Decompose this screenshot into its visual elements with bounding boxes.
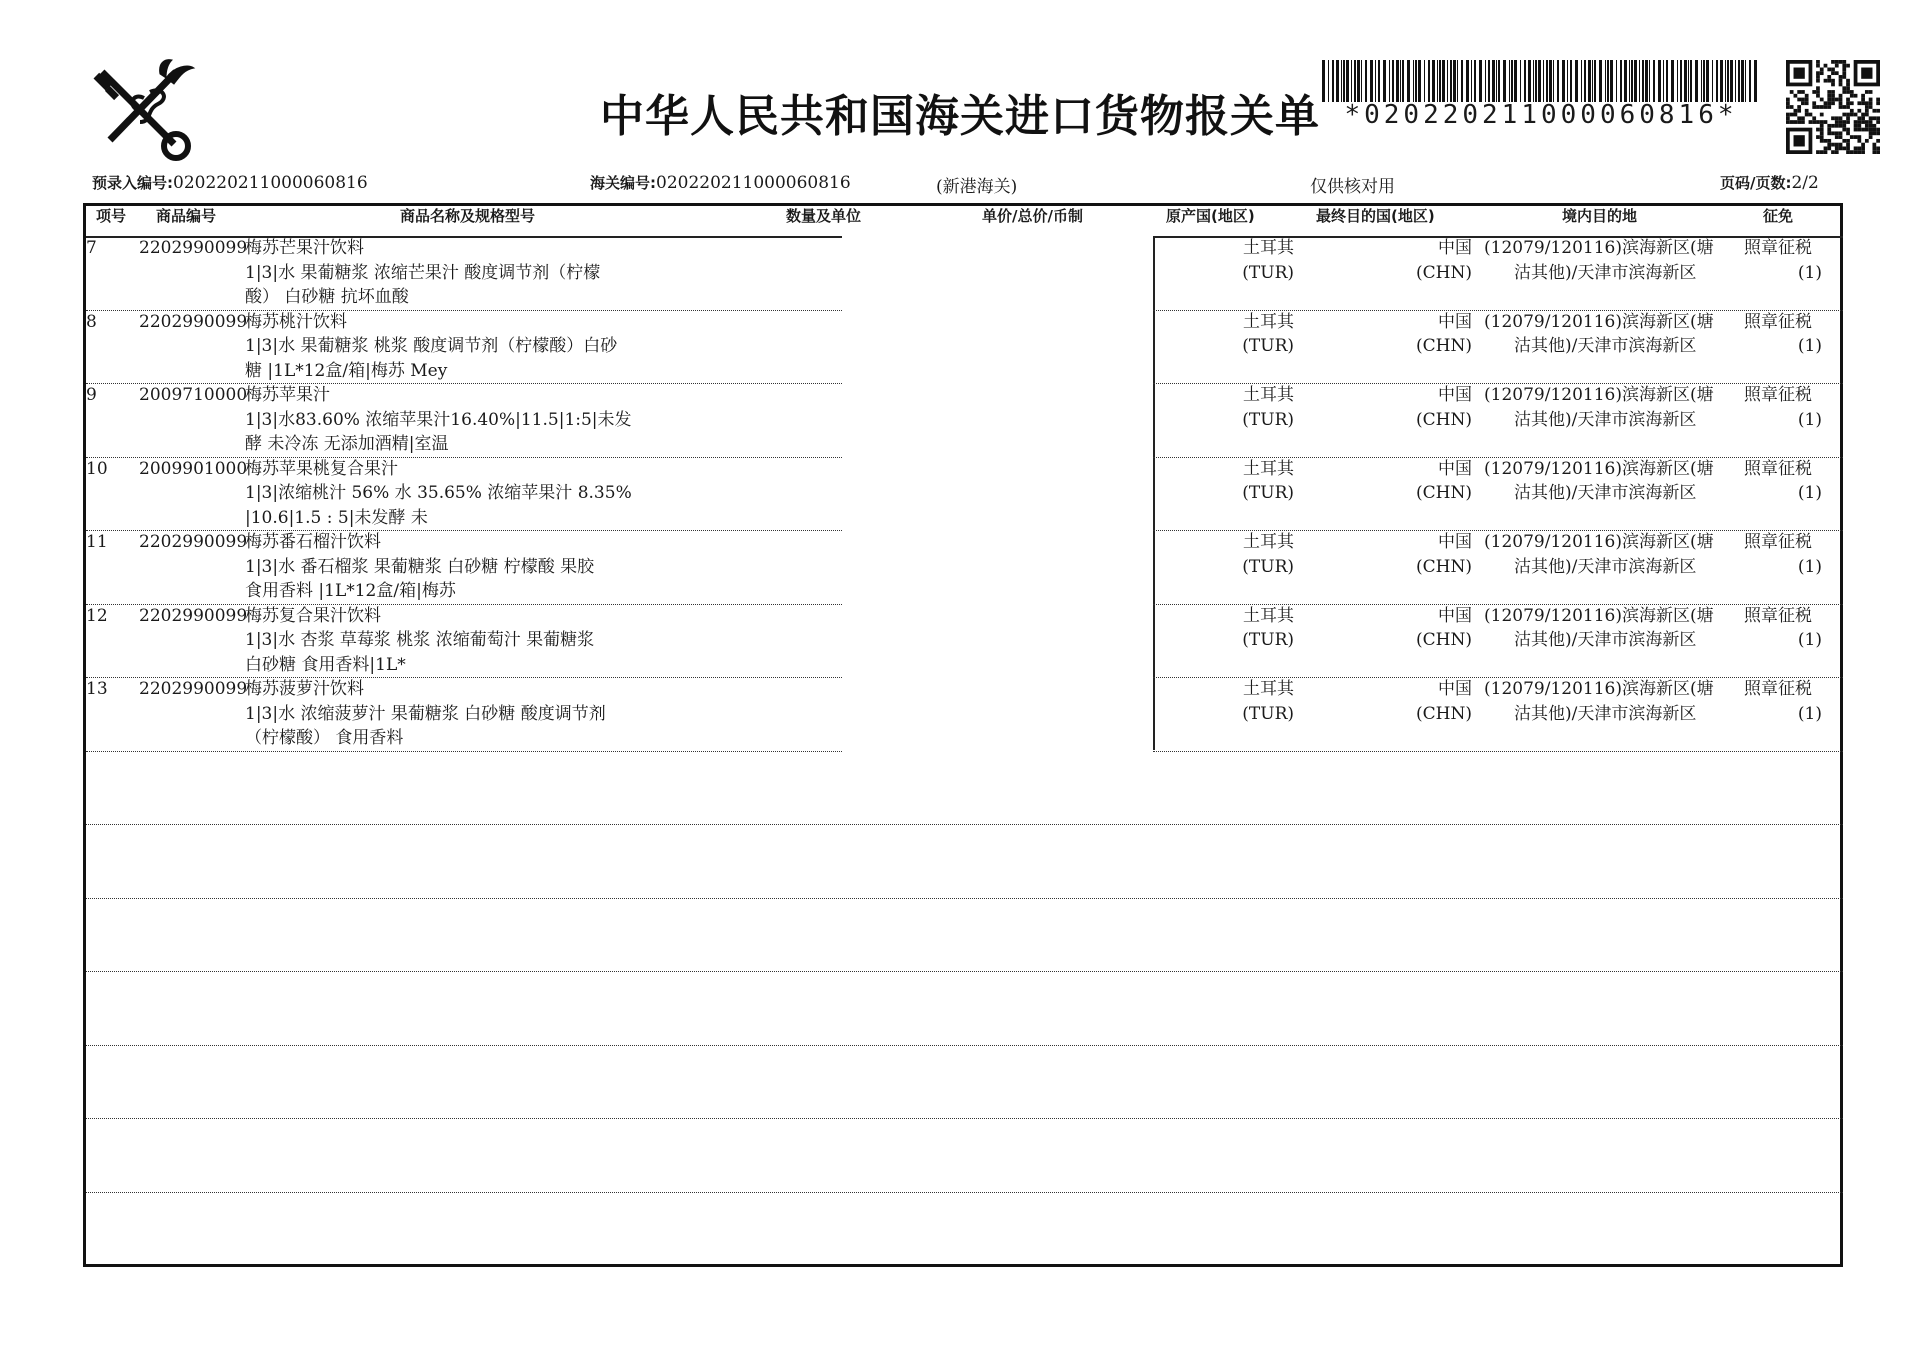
customs-office: (新港海关): [936, 177, 1018, 197]
row-code: 2009901000: [139, 458, 248, 479]
row-item-no: 7: [86, 238, 97, 258]
row-destination: 中国: [1438, 238, 1472, 258]
row-domestic-dest-2: 沽其他)/天津市滨海新区: [1514, 703, 1697, 724]
row-separator-empty: [86, 898, 1843, 899]
row-spec-line-2: |10.6|1.5 : 5|未发酵 未: [245, 507, 428, 528]
row-spec-line-1: 1|3|水 番石榴浆 果葡糖浆 白砂糖 柠檬酸 果胶: [245, 556, 595, 577]
row-separator-left: [86, 677, 842, 678]
row-levy-code: (1): [1797, 409, 1822, 430]
row-spec-line-2: 食用香料 |1L*12盒/箱|梅苏: [245, 581, 456, 601]
row-domestic-dest-1: (12079/120116)滨海新区(塘: [1484, 238, 1714, 258]
row-levy: 照章征税: [1744, 385, 1812, 405]
row-destination-code: (CHN): [1416, 409, 1472, 430]
row-code: 2202990099: [139, 605, 248, 626]
barcode-icon: [1318, 60, 1763, 102]
row-origin: 土耳其: [1243, 311, 1294, 332]
row-separator-empty: [86, 1045, 1843, 1046]
row-separator-left: [86, 457, 842, 458]
row-separator-right: [1153, 530, 1843, 531]
row-origin-code: (TUR): [1242, 630, 1294, 650]
row-item-no: 8: [86, 311, 97, 332]
row-levy-code: (1): [1797, 703, 1822, 724]
row-separator-right: [1153, 310, 1843, 311]
row-separator-left: [86, 530, 842, 531]
row-destination: 中国: [1438, 605, 1472, 626]
row-domestic-dest-2: 沽其他)/天津市滨海新区: [1514, 336, 1697, 356]
header-item-no: 项号: [96, 207, 127, 225]
row-origin: 土耳其: [1243, 605, 1294, 626]
row-domestic-dest-1: (12079/120116)滨海新区(塘: [1484, 532, 1714, 552]
row-domestic-dest-1: (12079/120116)滨海新区(塘: [1484, 458, 1714, 479]
row-separator-left: [86, 310, 842, 311]
row-levy: 照章征税: [1744, 605, 1812, 626]
row-domestic-dest-2: 沽其他)/天津市滨海新区: [1514, 409, 1697, 430]
row-levy: 照章征税: [1744, 238, 1812, 258]
row-code: 2202990099: [139, 311, 248, 332]
header-domestic-destination: 境内目的地: [1562, 207, 1638, 225]
row-levy-code: (1): [1797, 630, 1822, 650]
origin-column-rule: [1153, 236, 1155, 750]
row-destination-code: (CHN): [1416, 703, 1472, 724]
row-destination-code: (CHN): [1416, 483, 1472, 503]
header-underline-left: [86, 236, 842, 238]
verification-note: 仅供核对用: [1310, 177, 1395, 197]
row-destination: 中国: [1438, 458, 1472, 479]
barcode-number: *020220211000060816*: [1344, 100, 1738, 130]
row-spec-line-1: 1|3|浓缩桃汁 56% 水 35.65% 浓缩苹果汁 8.35%: [245, 483, 632, 503]
row-domestic-dest-2: 沽其他)/天津市滨海新区: [1514, 483, 1697, 503]
row-name: 梅苏桃汁饮料: [245, 311, 347, 332]
header-code: 商品编号: [156, 207, 217, 225]
row-code: 2202990099: [139, 679, 248, 699]
row-domestic-dest-1: (12079/120116)滨海新区(塘: [1484, 679, 1714, 699]
header-qty-unit: 数量及单位: [786, 207, 862, 225]
header-levy: 征免: [1763, 207, 1794, 225]
pre-entry-label: 预录入编号:: [92, 174, 173, 192]
row-spec-line-2: 酵 未冷冻 无添加酒精|室温: [245, 434, 449, 454]
row-levy: 照章征税: [1744, 458, 1812, 479]
row-item-no: 9: [86, 385, 97, 405]
row-separator-empty: [86, 971, 1843, 972]
row-levy-code: (1): [1797, 262, 1822, 283]
row-name: 梅苏苹果汁: [245, 385, 330, 405]
header-underline-right: [1153, 236, 1843, 238]
page-value: 2/2: [1791, 173, 1819, 193]
row-name: 梅苏苹果桃复合果汁: [245, 458, 398, 479]
row-levy: 照章征税: [1744, 311, 1812, 332]
pre-entry-value: 020220211000060816: [173, 173, 368, 193]
row-domestic-dest-2: 沽其他)/天津市滨海新区: [1514, 556, 1697, 577]
row-origin: 土耳其: [1243, 532, 1294, 552]
row-name: 梅苏复合果汁饮料: [245, 605, 381, 626]
customs-value: 020220211000060816: [656, 173, 851, 193]
row-spec-line-2: 酸） 白砂糖 抗坏血酸: [245, 287, 409, 307]
row-spec-line-2: 糖 |1L*12盒/箱|梅苏 Mey: [245, 360, 448, 381]
page-number: [1720, 172, 1819, 193]
row-destination: 中国: [1438, 385, 1472, 405]
row-separator-empty: [86, 824, 1843, 825]
row-spec-line-2: （柠檬酸） 食用香料: [245, 728, 404, 748]
document-title: 中华人民共和国海关进口货物报关单: [600, 91, 1320, 142]
row-domestic-dest-1: (12079/120116)滨海新区(塘: [1484, 605, 1714, 626]
row-origin-code: (TUR): [1242, 336, 1294, 356]
row-origin: 土耳其: [1243, 238, 1294, 258]
row-item-no: 11: [86, 532, 108, 552]
header-origin: 原产国(地区): [1166, 207, 1255, 225]
row-name: 梅苏菠萝汁饮料: [245, 679, 364, 699]
row-levy-code: (1): [1797, 556, 1822, 577]
row-origin-code: (TUR): [1242, 409, 1294, 430]
row-origin: 土耳其: [1243, 458, 1294, 479]
row-code: 2202990099: [139, 238, 248, 258]
row-separator-left: [86, 604, 842, 605]
row-destination-code: (CHN): [1416, 336, 1472, 356]
row-code: 2202990099: [139, 532, 248, 552]
row-destination: 中国: [1438, 532, 1472, 552]
page-label: 页码/页数:: [1720, 174, 1792, 192]
row-spec-line-2: 白砂糖 食用香料|1L*: [245, 654, 406, 675]
row-domestic-dest-1: (12079/120116)滨海新区(塘: [1484, 385, 1714, 405]
row-destination: 中国: [1438, 679, 1472, 699]
row-item-no: 13: [86, 679, 108, 699]
row-name: 梅苏芒果汁饮料: [245, 238, 364, 258]
row-separator-right: [1153, 457, 1843, 458]
row-separator-right: [1153, 677, 1843, 678]
customs-label: 海关编号:: [590, 174, 656, 192]
row-item-no: 12: [86, 605, 108, 626]
row-origin-code: (TUR): [1242, 703, 1294, 724]
row-spec-line-1: 1|3|水 杏浆 草莓浆 桃浆 浓缩葡萄汁 果葡糖浆: [245, 630, 595, 650]
row-name: 梅苏番石榴汁饮料: [245, 532, 381, 552]
row-levy: 照章征税: [1744, 532, 1812, 552]
row-levy-code: (1): [1797, 336, 1822, 356]
row-separator-left: [86, 383, 842, 384]
row-destination-code: (CHN): [1416, 556, 1472, 577]
row-origin-code: (TUR): [1242, 556, 1294, 577]
row-domestic-dest-2: 沽其他)/天津市滨海新区: [1514, 262, 1697, 283]
row-separator-left: [86, 751, 842, 752]
row-domestic-dest-1: (12079/120116)滨海新区(塘: [1484, 311, 1714, 332]
row-separator-right: [1153, 604, 1843, 605]
row-item-no: 10: [86, 458, 108, 479]
header-name-spec: 商品名称及规格型号: [400, 207, 536, 225]
row-destination: 中国: [1438, 311, 1472, 332]
row-spec-line-1: 1|3|水 浓缩菠萝汁 果葡糖浆 白砂糖 酸度调节剂: [245, 703, 606, 724]
row-domestic-dest-2: 沽其他)/天津市滨海新区: [1514, 630, 1697, 650]
row-levy: 照章征税: [1744, 679, 1812, 699]
row-origin-code: (TUR): [1242, 262, 1294, 283]
row-destination-code: (CHN): [1416, 630, 1472, 650]
row-levy-code: (1): [1797, 483, 1822, 503]
row-spec-line-1: 1|3|水 果葡糖浆 浓缩芒果汁 酸度调节剂（柠檬: [245, 262, 601, 283]
row-origin-code: (TUR): [1242, 483, 1294, 503]
row-spec-line-1: 1|3|水 果葡糖浆 桃浆 酸度调节剂（柠檬酸）白砂: [245, 336, 618, 356]
row-separator-right: [1153, 751, 1843, 752]
row-separator-empty: [86, 1118, 1843, 1119]
qr-code-icon: [1786, 60, 1880, 154]
row-spec-line-1: 1|3|水83.60% 浓缩苹果汁16.40%|11.5|1:5|未发: [245, 409, 632, 430]
row-origin: 土耳其: [1243, 385, 1294, 405]
customs-number: [590, 172, 851, 193]
row-separator-empty: [86, 1192, 1843, 1193]
row-destination-code: (CHN): [1416, 262, 1472, 283]
pre-entry-number: [92, 172, 368, 193]
row-code: 2009710000: [139, 385, 248, 405]
row-separator-right: [1153, 383, 1843, 384]
header-final-destination: 最终目的国(地区): [1316, 207, 1435, 225]
header-price: 单价/总价/币制: [982, 207, 1083, 225]
row-origin: 土耳其: [1243, 679, 1294, 699]
